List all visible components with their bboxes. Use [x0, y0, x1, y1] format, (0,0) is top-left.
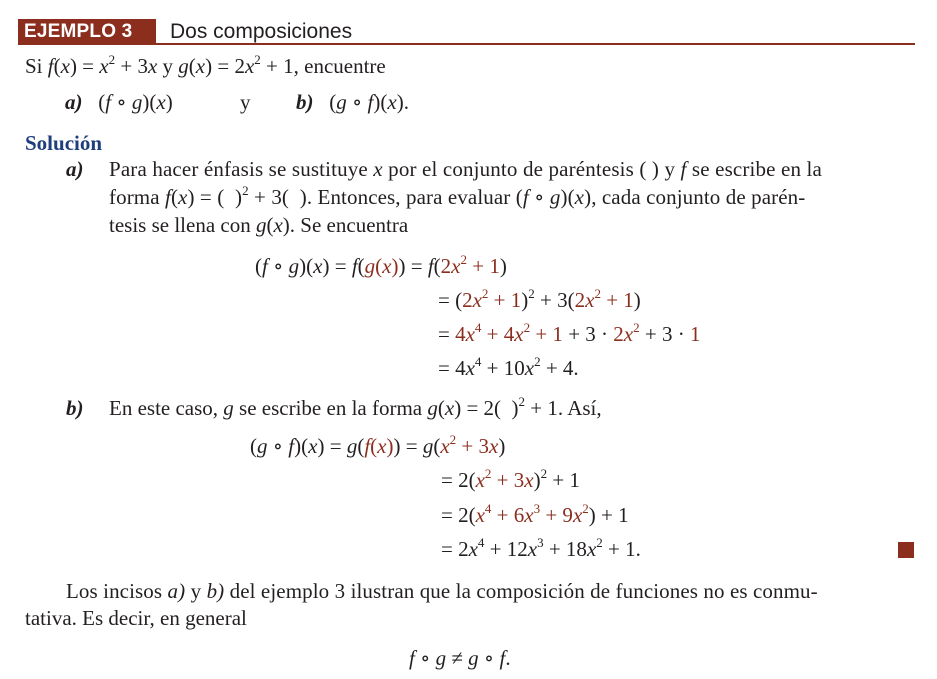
non-commutativity-formula: f ∘ g ≠ g ∘ f.	[409, 646, 511, 670]
example-badge: EJEMPLO 3	[18, 19, 156, 45]
problem-part-b: b) (g ∘ f)(x).	[296, 90, 409, 114]
part-a-line-3: tesis se llena con g(x). Se encuentra	[109, 213, 409, 237]
equation-b-1: (g ∘ $f)(x) = g(f(x)) = g(x^2 + 3x)$	[250, 432, 506, 458]
part-b-label: b)	[66, 396, 84, 420]
header-rule	[18, 43, 915, 45]
closing-line-1: Los incisos a) y b) del ejemplo 3 ilustran que la composición de funciones no es conmu-	[66, 579, 818, 603]
solution-heading: Solución	[25, 131, 103, 155]
part-a-line-1: Para hacer énfasis se sustituye x por el conjunto de paréntesis ( ) y f se escribe en la	[109, 157, 822, 181]
equation-b-4: = $2x^4 + 12x^3 + 18x^2 + 1$.	[441, 535, 641, 561]
example-title: Dos composiciones	[170, 20, 353, 43]
equation-b-2: = $2(x^2 + 3x)^2 + 1$	[441, 466, 580, 492]
end-of-example-mark	[898, 542, 914, 558]
equation-a-2: = $(2x^2 + 1)^2 + 3(2x^2 + 1)$	[438, 286, 641, 312]
part-a-label: a)	[66, 157, 84, 181]
closing-line-2: tativa. Es decir, en general	[25, 606, 247, 630]
equation-a-4: = $4x^4 + 10x^2 + 4$.	[438, 354, 579, 380]
problem-separator: y	[240, 90, 251, 114]
problem-statement: Si $f(x) = x^2 + 3x$ y $g(x) = 2x^2 + 1$, encuentre	[25, 52, 386, 78]
part-a-line-2: forma f(x) = ( )$^2$ + 3( ). Entonces, para evaluar (f ∘ g)(x), cada conjunto de parén-	[109, 183, 806, 209]
problem-parts: a) (f ∘ g)(x)	[65, 90, 173, 114]
equation-a-1: (f ∘ $g)(x) = f(g(x)) = f(2x^2 + 1)$	[255, 252, 507, 278]
equation-b-3: = $2(x^4 + 6x^3 + 9x^2) + 1$	[441, 501, 629, 527]
equation-a-3: = $4x^4 + 4x^2 + 1 + 3 \cdot 2x^2 + 3 \cdot 1$	[438, 320, 701, 346]
part-b-line-1: En este caso, g se escribe en la forma g(x) = 2( )$^2$ + 1. Así,	[109, 394, 602, 420]
